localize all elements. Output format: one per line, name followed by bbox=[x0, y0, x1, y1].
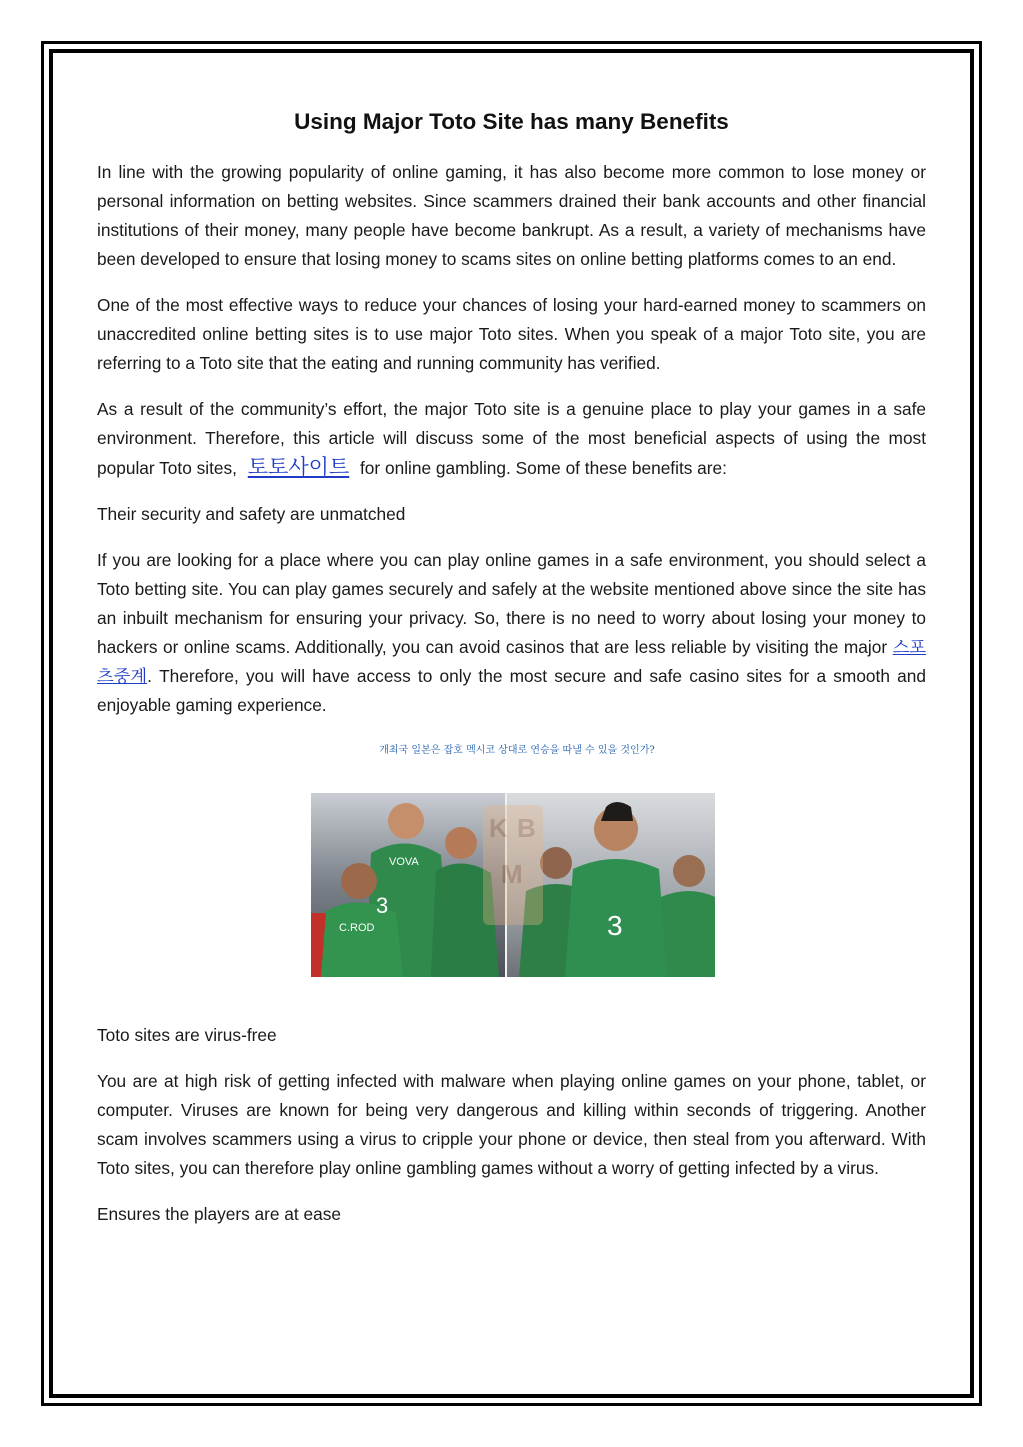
paragraph-major-toto: One of the most effective ways to reduce your chances of losing your hard-earned money to scammers on unaccredited online betting sites is to use major Toto sites. When you speak of a major Toto site, you are referring to a Toto site that the eating and running community has verified. bbox=[97, 295, 926, 373]
jersey-name-crod: C.ROD bbox=[339, 922, 375, 934]
paragraph-virus: You are at high risk of getting infected with malware when playing online games on your phone, tablet, or computer. Viruses are known for being very dangerous and killing within seconds of triggering. Another scam involves scammers using a virus to cripple your phone or device, then steal from you afterward. With Toto sites, you can therefore play online gambling games without a worry of getting infected by a virus. bbox=[97, 1071, 926, 1178]
watermark-letter-b: B bbox=[517, 813, 536, 843]
figure-caption: 개최국 일본은 잡호 멕시코 상대로 연승을 따낼 수 있을 것인가? bbox=[379, 745, 655, 756]
paragraph-community bbox=[97, 395, 926, 483]
section-heading-virus: Toto sites are virus-free bbox=[97, 1025, 277, 1045]
document-title: Using Major Toto Site has many Benefits bbox=[294, 109, 729, 134]
kbm-watermark bbox=[483, 805, 543, 925]
toto-site-link[interactable]: 토토사이트 bbox=[247, 456, 350, 479]
paragraph-text: . Therefore, you will have access to only the most secure and safe casino sites for a smooth and enjoyable gaming experience. bbox=[97, 666, 926, 715]
sports-broadcast-link[interactable]: 스포츠중계 bbox=[97, 637, 926, 686]
section-heading-ease: Ensures the players are at ease bbox=[97, 1204, 341, 1224]
document-body bbox=[97, 104, 926, 1246]
jersey-name-vova: VOVA bbox=[389, 856, 419, 868]
watermark-letter-k: K bbox=[489, 813, 508, 843]
jersey-number-left: 3 bbox=[376, 893, 389, 918]
article-figure bbox=[97, 737, 926, 999]
jersey-number-right: 3 bbox=[607, 910, 623, 941]
paragraph-security bbox=[97, 546, 926, 720]
paragraph-text: As a result of the community’s effort, the major Toto site is a genuine place to play your games in a safe environment. Therefore, this article will discuss some of the most beneficial aspects of using the most popular Toto sites, bbox=[97, 399, 926, 478]
paragraph-text: for online gambling. Some of these benefits are: bbox=[360, 458, 727, 478]
paragraph-intro: In line with the growing popularity of online gaming, it has also become more common to lose money or personal information on betting websites. Since scammers drained their bank accounts and other financial institutions of their money, many people have become bankrupt. As a result, a variety of mechanisms have been developed to ensure that losing money to scams sites on online betting platforms comes to an end. bbox=[97, 162, 926, 269]
paragraph-text: If you are looking for a place where you can play online games in a safe environment, you should select a Toto betting site. You can play games securely and safely at the website mentioned above since the site has an inbuilt mechanism for ensuring your privacy. So, there is no need to worry about losing your money to hackers or online scams. Additionally, you can avoid casinos that are less reliable by visiting the major bbox=[97, 550, 926, 657]
section-heading-security: Their security and safety are unmatched bbox=[97, 504, 406, 524]
football-players-photo bbox=[311, 793, 715, 977]
watermark-letter-m: M bbox=[501, 859, 523, 889]
